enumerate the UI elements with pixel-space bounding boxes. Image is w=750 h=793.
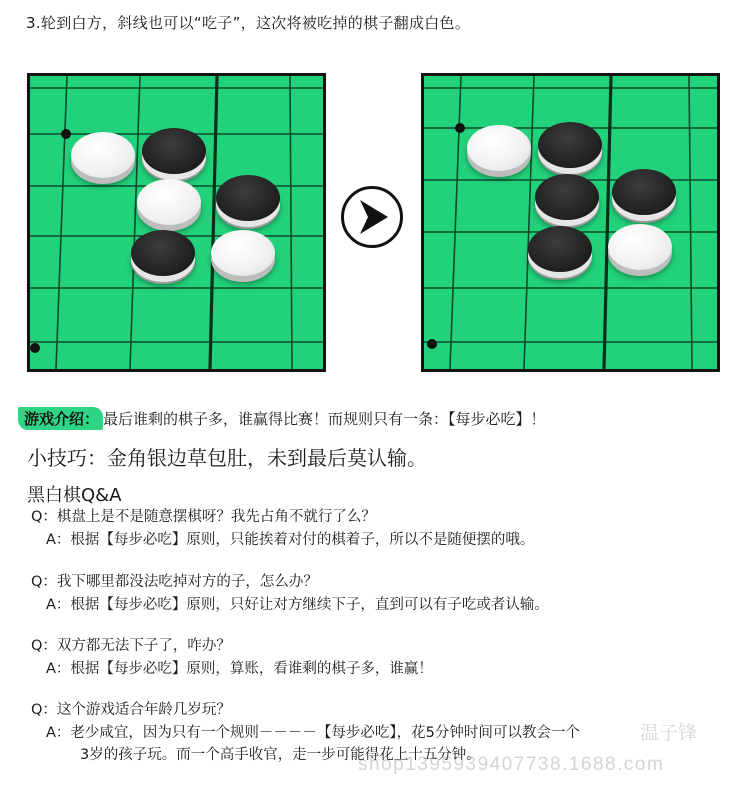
- question: Q：棋盘上是不是随意摆棋呀？我先占角不就行了么？: [31, 509, 376, 525]
- white-piece: [211, 230, 275, 276]
- answer: A：根据【每步必吃】原则，只好让对方继续下子，直到可以有子吃或者认输。: [46, 597, 549, 613]
- white-piece: [71, 132, 135, 178]
- qa-title: 黑白棋Q&A: [27, 485, 122, 506]
- question: Q：双方都无法下子了，咋办？: [31, 638, 231, 654]
- black-piece: [142, 128, 206, 174]
- intro-tag: 游戏介绍：: [18, 407, 103, 430]
- black-piece: [131, 230, 195, 276]
- answer: A：根据【每步必吃】原则，只能挨着对付的棋着子，所以不是随便摆的哦。: [46, 532, 535, 548]
- watermark-name: 温子锋: [640, 722, 698, 744]
- black-piece: [535, 174, 599, 220]
- black-piece: [528, 226, 592, 272]
- black-piece: [538, 122, 602, 168]
- play-arrow-icon: [341, 186, 403, 248]
- answer: A：根据【每步必吃】原则，算账，看谁剩的棋子多，谁赢！: [46, 661, 433, 677]
- answer-continued: 3岁的孩子玩。而一个高手收官，走一步可能得花上十五分钟。: [80, 747, 481, 763]
- board-after: [421, 73, 720, 372]
- shop-watermark: shop1395939407738.1688.com: [358, 754, 665, 775]
- question: Q：这个游戏适合年龄几岁玩？: [31, 702, 231, 718]
- game-intro: [18, 407, 546, 430]
- white-piece: [137, 179, 201, 225]
- white-piece: [608, 224, 672, 270]
- black-piece: [216, 175, 280, 221]
- board-grid: [424, 76, 717, 369]
- tip-text: 小技巧：金角银边草包肚，未到最后莫认输。: [27, 446, 427, 470]
- answer: A：老少咸宜，因为只有一个规则－－－－【每步必吃】，花5分钟时间可以教会一个: [46, 725, 580, 741]
- board-before: [27, 73, 326, 372]
- step-instruction: 3.轮到白方，斜线也可以“吃子”，这次将被吃掉的棋子翻成白色。: [26, 14, 471, 32]
- intro-text: 最后谁剩的棋子多，谁赢得比赛！而规则只有一条：【每步必吃】！: [103, 410, 546, 428]
- question: Q：我下哪里都没法吃掉对方的子，怎么办？: [31, 574, 318, 590]
- white-piece: [467, 125, 531, 171]
- black-piece: [612, 169, 676, 215]
